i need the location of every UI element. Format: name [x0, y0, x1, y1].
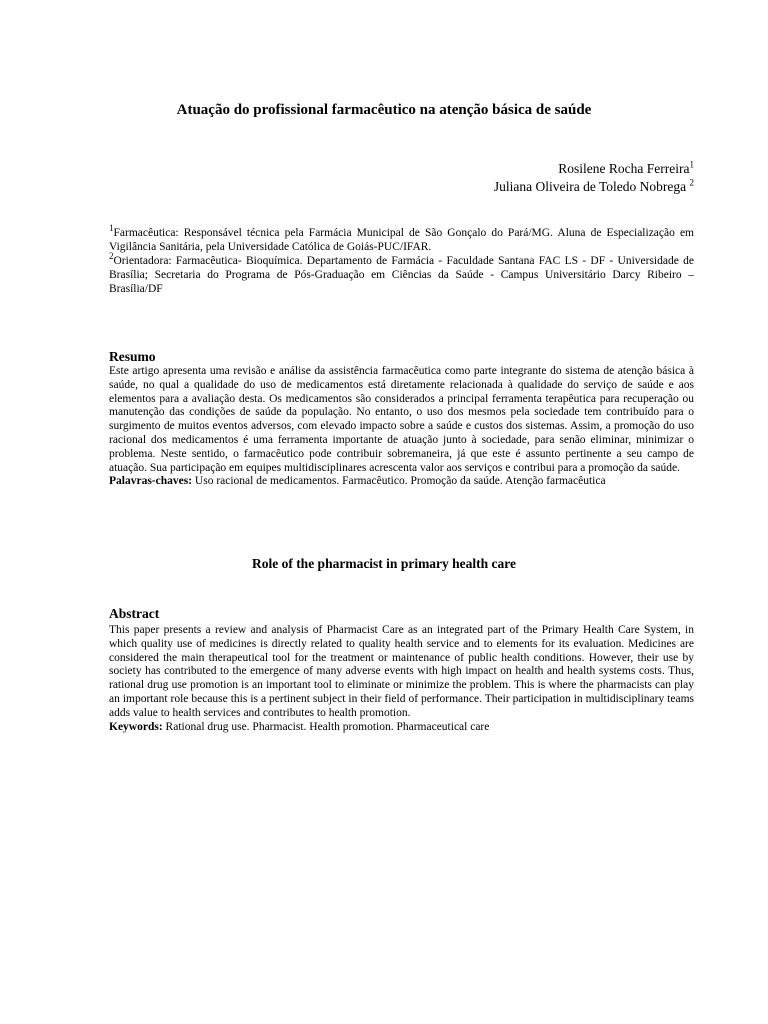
affiliation-text: Farmacêutica: Responsável técnica pela Farmácia Municipal de São Gonçalo do Pará/MG. Aluna de Especialização em Vigilância Sanitária, pela Universidade Católica de Goiás-PUC/IFAR. — [109, 227, 694, 253]
author-1 — [494, 160, 694, 178]
affiliation-text: Orientadora: Farmacêutica- Bioquímica. Departamento de Farmácia - Faculdade Santana FAC LS - DF - Universidade de Brasília; Secretaria do Programa de Pós-Graduação em Ciências da Saúde - Campus Universitário Darcy Ribeiro – Brasília/DF — [109, 255, 694, 295]
keywords-label: Palavras-chaves: — [109, 475, 193, 488]
abstract-heading: Abstract — [109, 606, 160, 621]
affiliation-2 — [109, 251, 694, 296]
author-list — [494, 160, 694, 196]
affiliation-superscript: 2 — [109, 251, 114, 262]
abstract-text: This paper presents a review and analysis of Pharmacist Care as an integrated part of the Primary Health Care System, in which quality use of medicines is directly related to quality health service and to elements for its evaluation. Medicines are considered the main therapeutical tool for the treatment or maintenance of public health conditions. However, their use by society has contributed to the emergence of many adverse events with high impact on health and health systems costs. Thus, rational drug use promotion is an important tool to eliminate or minimize the problem. This is where the pharmacists can play an important role because this is a pertinent subject in their field of performance. Their participation in multidisciplinary teams adds value to health services and contributes to health promotion. — [109, 624, 694, 719]
abstract-keywords — [109, 721, 694, 735]
author-name: Rosilene Rocha Ferreira — [558, 161, 690, 176]
keywords-text: Uso racional de medicamentos. Farmacêutico. Promoção da saúde. Atenção farmacêutica — [192, 475, 606, 488]
affiliations — [109, 223, 694, 296]
keywords-label: Keywords: — [109, 720, 163, 733]
paper-title: Atuação do profissional farmacêutico na atenção básica de saúde — [176, 102, 592, 118]
author-name: Juliana Oliveira de Toledo Nobrega — [493, 179, 690, 194]
keywords-text: Rational drug use. Pharmacist. Health promotion. Pharmaceutical care — [162, 720, 490, 733]
author-superscript: 2 — [689, 177, 694, 188]
resumo-heading: Resumo — [109, 349, 156, 364]
author-2 — [494, 178, 694, 196]
resumo-section — [109, 365, 694, 489]
english-title: Role of the pharmacist in primary health care — [251, 556, 517, 571]
affiliation-1 — [109, 223, 694, 254]
affiliation-superscript: 1 — [109, 223, 114, 234]
resumo-keywords — [109, 475, 694, 489]
abstract-section — [109, 624, 694, 734]
author-superscript: 1 — [689, 159, 694, 170]
resumo-text: Este artigo apresenta uma revisão e análise da assistência farmacêutica como parte integrante do sistema de atenção básica à saúde, no qual a qualidade do uso de medicamentos está diretamente relacionada à qualidade do serviço de saúde e aos elementos para a avaliação desta. Os medicamentos são considerados a principal ferramenta terapêutica para recuperação ou manutenção das condições de saúde da população. No entanto, o uso dos mesmos pela sociedade tem contribuído para o surgimento de muitos eventos adversos, com elevado impacto sobre a saúde e custos dos sistemas. Assim, a promoção do uso racional dos medicamentos é uma ferramenta importante de atuação junto à sociedade, para senão eliminar, minimizar o problema. Neste sentido, o farmacêutico pode contribuir sobremaneira, já que este é assunto pertinente a seu campo de atuação. Sua participação em equipes multidisciplinares acrescenta valor aos serviços e contribui para a promoção da saúde. — [109, 365, 694, 474]
